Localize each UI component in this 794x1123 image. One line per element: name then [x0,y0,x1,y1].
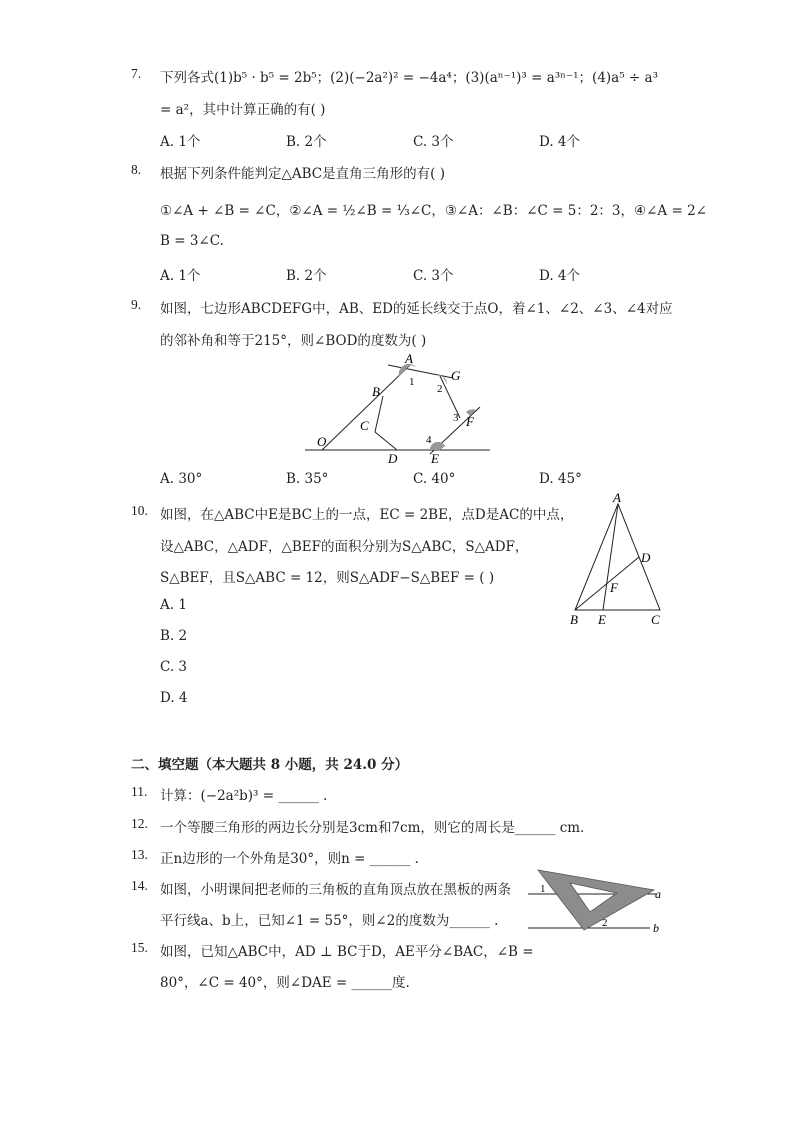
q7-number: 7. [131,66,142,81]
label-a: A [405,351,413,366]
line-ag [388,365,453,378]
q8-number: 8. [131,162,142,177]
q8-stem-line1: 根据下列条件能判定△ABC是直角三角形的有( ) [160,166,445,182]
q13-stem: 正n边形的一个外角是30°，则n = ______ . [160,851,419,867]
label-c: C [360,418,369,433]
section-2-title: 二、填空题（本大题共 8 小题，共 24.0 分） [131,757,409,773]
q10-stem-line2: 设△ABC，△ADF，△BEF的面积分别为S△ABC，S△ADF， [160,539,529,555]
label-c: C [651,612,660,627]
q10-stem-line3: S△BEF，且S△ABC = 12，则S△ADF−S△BEF = ( ) [160,570,495,586]
q10-stem-line1: 如图，在△ABC中E是BC上的一点，EC = 2BE，点D是AC的中点， [160,507,574,523]
q7-option-d[interactable]: D. 4个 [539,134,581,150]
label-f: F [610,580,618,595]
heptagon-figure [300,350,500,468]
q9-stem-line1: 如图，七边形ABCDEFG中，AB、ED的延长线交于点O，着∠1、∠2、∠3、∠4对应 [160,301,673,317]
line-bc [375,396,383,432]
q15-stem-line1: 如图，已知△ABC中，AD ⊥ BC于D，AE平分∠BAC，∠B = [160,944,534,960]
label-line-a: a [655,887,661,901]
q9-stem-line2: 的邻补角和等于215°，则∠BOD的度数为( ) [160,333,427,349]
label-b: B [372,384,380,399]
q7-stem-line2: = a²，其中计算正确的有( ) [160,102,326,118]
q7-option-b[interactable]: B. 2个 [286,134,327,150]
label-d: D [641,550,651,565]
set-square [538,870,654,930]
q14-stem-line1: 如图，小明课间把老师的三角板的直角顶点放在黑板的两条 [160,882,511,898]
set-square-figure [528,866,668,936]
line-cd [375,432,397,450]
label-4: 4 [426,434,432,446]
label-2: 2 [437,383,443,395]
q8-stem-line2: ①∠A + ∠B = ∠C，②∠A = ½∠B = ⅓∠C，③∠A：∠B：∠C = 5：2：3，④∠A = 2∠ [160,203,707,219]
label-g: G [451,368,461,383]
q12-stem: 一个等腰三角形的两边长分别是3cm和7cm，则它的周长是______ cm. [160,820,585,836]
label-2: 2 [602,917,608,929]
label-d: D [388,451,398,466]
q10-option-d[interactable]: D. 4 [160,690,188,706]
q11-stem: 计算：(−2a²b)³ = ______ . [160,788,328,804]
label-a: A [613,490,621,505]
label-3: 3 [453,412,459,424]
angle-4-mark [430,442,445,450]
q7-stem-line1: 下列各式(1)b⁵ · b⁵ = 2b⁵；(2)(−2a²)² = −4a⁴；(3)(aⁿ⁻¹)³ = a³ⁿ⁻¹；(4)a⁵ ÷ a³ [160,70,658,86]
q14-stem-line2: 平行线a、b上，已知∠1 = 55°，则∠2的度数为______ . [160,913,499,929]
q8-option-d[interactable]: D. 4个 [539,268,581,284]
label-e: E [598,612,606,627]
q10-number: 10. [131,503,148,518]
q9-number: 9. [131,297,142,312]
label-o: O [317,434,327,449]
q10-option-b[interactable]: B. 2 [160,628,188,644]
q9-option-d[interactable]: D. 45° [539,471,582,487]
q14-number: 14. [131,878,148,893]
triangle-abc-figure [563,490,673,630]
q7-option-c[interactable]: C. 3个 [413,134,454,150]
label-b: B [570,612,578,627]
q7-option-a[interactable]: A. 1个 [160,134,201,150]
q9-option-a[interactable]: A. 30° [160,471,203,487]
q8-option-c[interactable]: C. 3个 [413,268,454,284]
q8-option-a[interactable]: A. 1个 [160,268,201,284]
q15-stem-line2: 80°，∠C = 40°，则∠DAE = ______度. [160,975,410,991]
label-e: E [431,451,439,466]
q9-option-c[interactable]: C. 40° [413,471,456,487]
q8-option-b[interactable]: B. 2个 [286,268,327,284]
label-line-b: b [653,921,659,935]
label-1: 1 [540,883,546,895]
q8-stem-line3: B = 3∠C. [160,233,224,249]
label-1: 1 [409,376,415,388]
q9-option-b[interactable]: B. 35° [286,471,329,487]
q12-number: 12. [131,816,148,831]
q10-option-a[interactable]: A. 1 [160,597,187,613]
q15-number: 15. [131,940,148,955]
label-f: F [466,414,474,429]
q13-number: 13. [131,847,148,862]
q10-option-c[interactable]: C. 3 [160,659,188,675]
line-oa [322,365,410,450]
segment-bd [575,557,639,610]
q11-number: 11. [131,784,148,799]
